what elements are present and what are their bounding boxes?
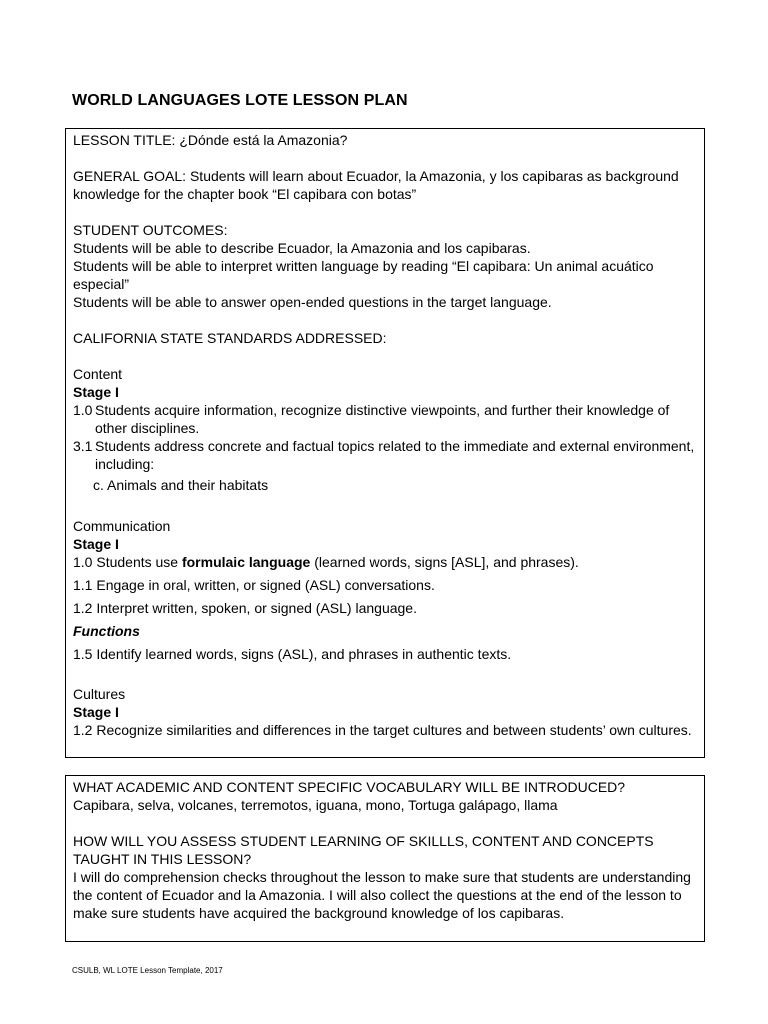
- assessment-box: [65, 775, 705, 942]
- standards-heading: CALIFORNIA STATE STANDARDS ADDRESSED:: [73, 330, 387, 346]
- communication-item: [73, 553, 697, 571]
- outcome-item: Students will be able to describe Ecuador, la Amazonia and los capibaras.: [73, 240, 531, 256]
- cultures-item: 1.2 Recognize similarities and differences in the target cultures and between students’ own cultures.: [73, 722, 692, 738]
- general-goal: GENERAL GOAL: Students will learn about Ecuador, la Amazonia, y los capibaras as background knowledge for the chapter book “El capibara con botas”: [73, 168, 679, 202]
- content-heading: Content: [73, 366, 123, 382]
- communication-item: 1.1 Engage in oral, written, or signed (ASL) conversations.: [73, 577, 435, 593]
- functions-heading: Functions: [73, 623, 140, 639]
- standard-text: Students address concrete and factual topics related to the immediate and external environment, including:: [95, 438, 695, 472]
- standard-item: [73, 401, 697, 437]
- outcome-item: Students will be able to answer open-ended questions in the target language.: [73, 294, 552, 310]
- assessment-heading: HOW WILL YOU ASSESS STUDENT LEARNING OF SKILLLS, CONTENT AND CONCEPTS TAUGHT IN THIS LESSON?: [73, 833, 654, 867]
- item-text: 1.0 Students use: [73, 554, 182, 570]
- vocabulary-heading: WHAT ACADEMIC AND CONTENT SPECIFIC VOCABULARY WILL BE INTRODUCED?: [73, 779, 626, 795]
- item-text: (learned words, signs [ASL], and phrases).: [310, 554, 579, 570]
- communication-stage: Stage I: [73, 536, 119, 552]
- content-stage: Stage I: [73, 384, 119, 400]
- lesson-plan-box: [65, 128, 705, 758]
- footer-note: CSULB, WL LOTE Lesson Template, 2017: [72, 966, 223, 975]
- vocabulary-list: Capibara, selva, volcanes, terremotos, iguana, mono, Tortuga galápago, llama: [73, 797, 558, 813]
- communication-heading: Communication: [73, 518, 171, 534]
- communication-item: 1.2 Interpret written, spoken, or signed (ASL) language.: [73, 600, 417, 616]
- lesson-title: LESSON TITLE: ¿Dónde está la Amazonia?: [73, 132, 348, 148]
- cultures-heading: Cultures: [73, 686, 126, 702]
- standard-number: 3.1: [73, 438, 93, 454]
- standard-subitem: c. Animals and their habitats: [93, 477, 269, 493]
- document-title: WORLD LANGUAGES LOTE LESSON PLAN: [72, 92, 408, 109]
- standard-number: 1.0: [73, 402, 93, 418]
- cultures-stage: Stage I: [73, 704, 119, 720]
- outcomes-heading: STUDENT OUTCOMES:: [73, 222, 228, 238]
- standard-item: [73, 437, 697, 473]
- outcome-item: Students will be able to interpret written language by reading “El capibara: Un animal acuático especial”: [73, 258, 654, 292]
- assessment-text: I will do comprehension checks throughout the lesson to make sure that students are understanding the content of Ecuador and la Amazonia. I will also collect the questions at the end of the lesson to make sure students have acquired the background knowledge of los capibaras.: [73, 869, 691, 921]
- formulaic-language-term: formulaic language: [181, 554, 311, 570]
- communication-item: 1.5 Identify learned words, signs (ASL), and phrases in authentic texts.: [73, 646, 512, 662]
- standard-text: Students acquire information, recognize distinctive viewpoints, and further their knowledge of other disciplines.: [95, 402, 670, 436]
